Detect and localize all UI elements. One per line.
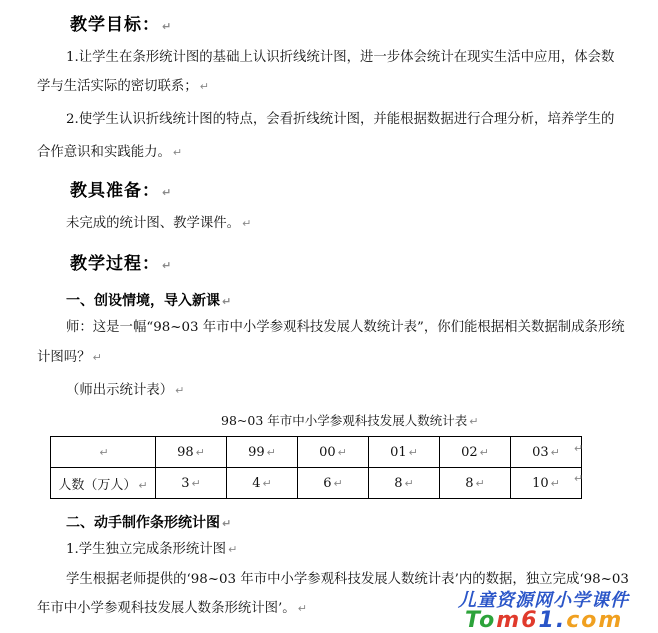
- row-end-mark: ↵: [574, 442, 584, 455]
- table-cell: 8 ↵: [369, 468, 440, 499]
- watermark-logo-text: 儿童资源网小学课件: [458, 590, 629, 611]
- statistics-table: [50, 436, 582, 499]
- teacher-line-1: 师：这是一幅“98~03 年市中小学参观科技发展人数统计表”，你们能根据相关数据制成条形统: [66, 320, 625, 335]
- table-cell: 4 ↵: [227, 468, 298, 499]
- table-header-row: [51, 437, 582, 468]
- teacher-line-2: 计图吗？ ↵: [37, 350, 102, 365]
- table-cell: 3 ↵: [156, 468, 227, 499]
- row-end-mark: ↵: [574, 472, 584, 485]
- heading-teaching-goals: 教学目标： ↵: [70, 15, 173, 35]
- step-1-line-1: 学生根据老师提供的‘98~03 年市中小学参观科技发展人数统计表’内的数据，独立完成‘98~03: [66, 572, 629, 587]
- table-header-cell: 98 ↵: [156, 437, 227, 468]
- table-cell: 8 ↵: [440, 468, 511, 499]
- table-row-label: 人数（万人） ↵: [51, 468, 156, 499]
- table-header-cell: 02 ↵: [440, 437, 511, 468]
- table-cell: 10 ↵: [511, 468, 582, 499]
- table-header-cell: ↵: [51, 437, 156, 468]
- heading-teaching-tools: 教具准备： ↵: [70, 181, 173, 201]
- step-1-title: 1.学生独立完成条形统计图 ↵: [66, 542, 238, 557]
- table-cell: 6 ↵: [298, 468, 369, 499]
- table-row: [51, 468, 582, 499]
- watermark-logo-site: Tom61.com: [465, 608, 624, 633]
- goal-2-line-2: 合作意识和实践能力。 ↵: [37, 145, 183, 160]
- table-header-cell: 99 ↵: [227, 437, 298, 468]
- heading-teaching-process: 教学过程： ↵: [70, 254, 173, 274]
- table-header-cell: 03 ↵: [511, 437, 582, 468]
- step-1-line-2: 年市中小学参观科技发展人数条形统计图’。 ↵: [37, 601, 307, 616]
- goal-2-line-1: 2.使学生认识折线统计图的特点，会看折线统计图，并能根据数据进行合理分析，培养学生的: [66, 112, 615, 127]
- goal-1-line-2: 学与生活实际的密切联系； ↵: [37, 79, 209, 94]
- table-caption: 98~03 年市中小学参观科技发展人数统计表 ↵: [221, 413, 479, 428]
- section-1-title: 一、创设情境，导入新课 ↵: [66, 293, 232, 309]
- show-table-note: （师出示统计表） ↵: [66, 383, 185, 398]
- section-2-title: 二、动手制作条形统计图 ↵: [66, 515, 232, 531]
- goal-1-line-1: 1.让学生在条形统计图的基础上认识折线统计图，进一步体会统计在现实生活中应用，体会数: [66, 50, 615, 65]
- table-header-cell: 01 ↵: [369, 437, 440, 468]
- table-header-cell: 00 ↵: [298, 437, 369, 468]
- tools-text: 未完成的统计图、教学课件。 ↵: [66, 216, 252, 231]
